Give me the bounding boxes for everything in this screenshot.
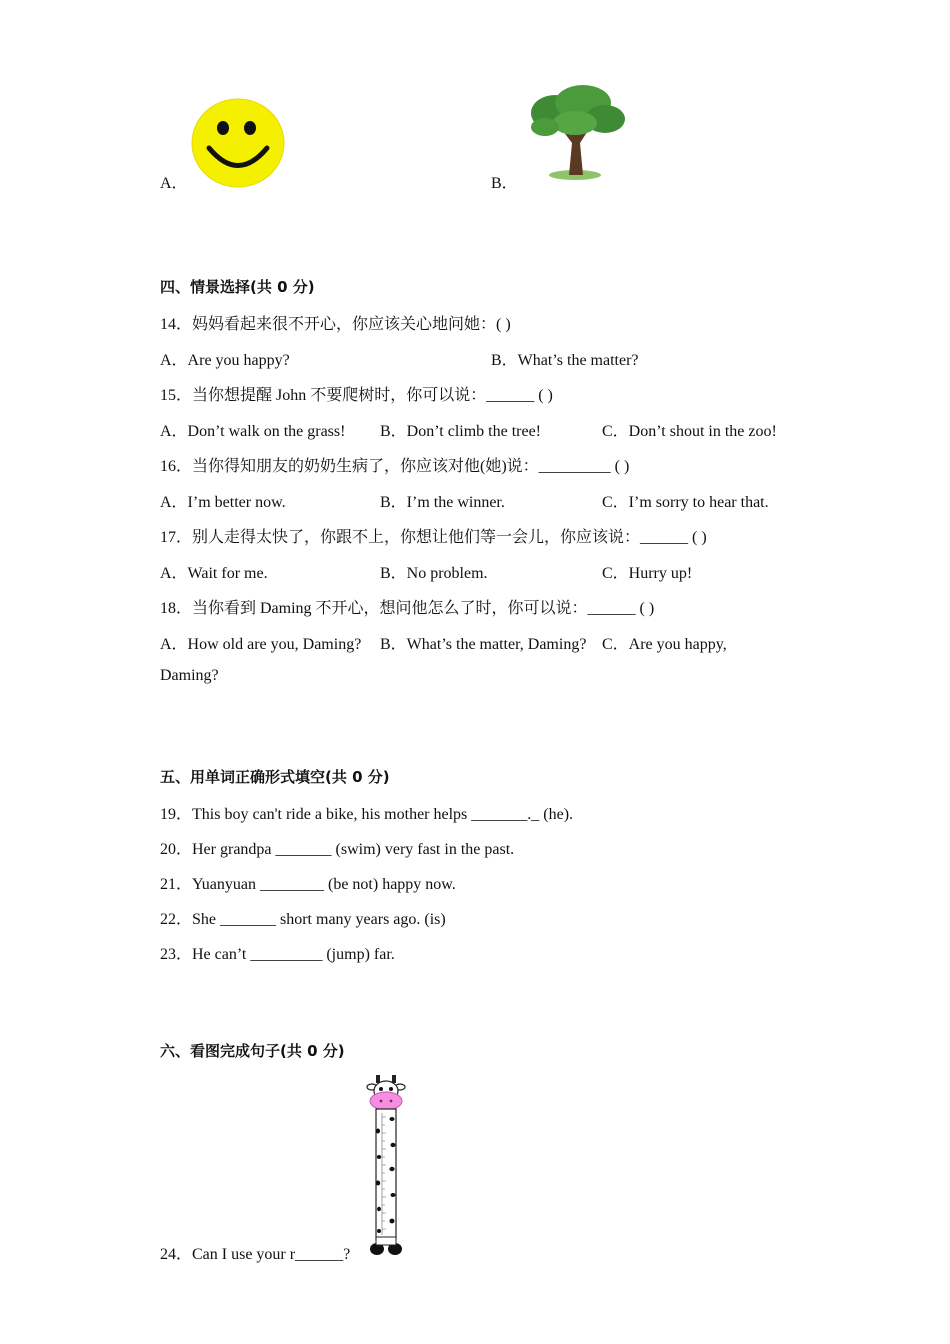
q14-option-b: B．What’s the matter? (491, 352, 639, 369)
q16-stem: 16．当你得知朋友的奶奶生病了，你应该对他(她)说：_________ ( ) (160, 458, 630, 475)
q17-option-b: B．No problem. (380, 565, 488, 582)
q18-stem: 18．当你看到 Daming 不开心，想问他怎么了时，你可以说：______ ( ) (160, 600, 655, 617)
q15-stem: 15．当你想提醒 John 不要爬树时，你可以说：______ ( ) (160, 387, 553, 404)
q23: 23．He can’t _________ (jump) far. (160, 946, 395, 963)
q24: 24．Can I use your r______? (160, 1246, 351, 1263)
q18-option-c-continuation: Daming? (160, 667, 219, 684)
q13-option-a-label: A． (160, 175, 188, 192)
q15-option-c: C．Don’t shout in the zoo! (602, 423, 777, 440)
q15-option-a: A．Don’t walk on the grass! (160, 423, 346, 440)
q17-option-c: C．Hurry up! (602, 565, 693, 582)
q19: 19．This boy can't ride a bike, his mother helps _______._ (he). (160, 806, 574, 823)
q16-option-a: A．I’m better now. (160, 494, 286, 511)
q17-option-a: A．Wait for me. (160, 565, 268, 582)
q18-option-c: C．Are you happy, (602, 636, 727, 653)
tree-image (525, 83, 627, 181)
q18-option-a: A．How old are you, Daming? (160, 636, 362, 653)
q18-option-b: B．What’s the matter, Daming? (380, 636, 587, 653)
giraffe-ruler-image (364, 1073, 408, 1257)
q22: 22．She _______ short many years ago. (is) (160, 911, 446, 928)
smiley-face-image (191, 98, 286, 188)
q15-option-b: B．Don’t climb the tree! (380, 423, 542, 440)
q14-option-a: A．Are you happy? (160, 352, 290, 369)
q20: 20．Her grandpa _______ (swim) very fast in the past. (160, 841, 515, 858)
q16-option-b: B．I’m the winner. (380, 494, 505, 511)
section4-heading: 四、情景选择(共 0 分) (160, 278, 315, 296)
q17-stem: 17．别人走得太快了，你跟不上，你想让他们等一会儿，你应该说：______ ( ) (160, 529, 707, 546)
q13-option-b-label: B． (491, 175, 518, 192)
q21: 21．Yuanyuan ________ (be not) happy now. (160, 876, 456, 893)
q16-option-c: C．I’m sorry to hear that. (602, 494, 769, 511)
section6-heading: 六、看图完成句子(共 0 分) (160, 1042, 345, 1060)
q14-stem: 14．妈妈看起来很不开心，你应该关心地问她：( ) (160, 316, 511, 333)
section5-heading: 五、用单词正确形式填空(共 0 分) (160, 768, 390, 786)
